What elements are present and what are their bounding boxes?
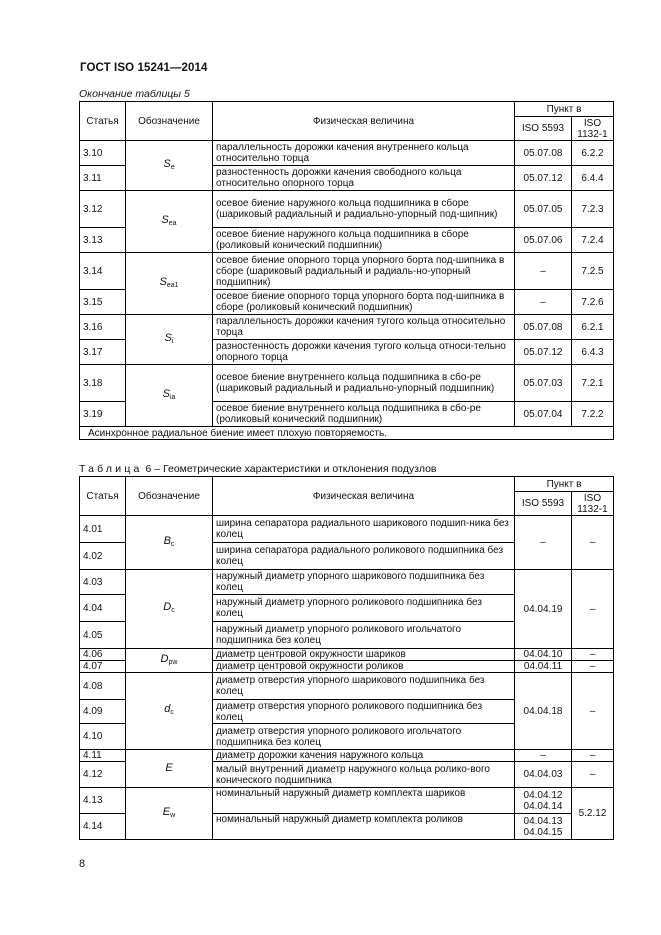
table-6 (79, 476, 614, 840)
symbol-e-w: $E_w$ (162, 805, 176, 819)
symbol-cell (126, 141, 213, 191)
article-cell: 4.03 (80, 570, 126, 595)
quantity-cell: наружный диаметр упорного шарикового подшипника без колец (213, 570, 515, 595)
iso5593-cell: 05.07.12 (515, 166, 572, 191)
iso5593-cell: 05.07.06 (515, 228, 572, 253)
quantity-cell: параллельность дорожки качения внутреннего кольца относительно торца (213, 141, 515, 166)
symbol-s-i: $S_i$ (164, 331, 174, 345)
iso5593-cell: 05.07.08 (515, 315, 572, 340)
table-row (80, 673, 614, 700)
quantity-cell: диаметр отверстия упорного роликового подшипника без колец (213, 700, 515, 724)
article-cell: 4.08 (80, 673, 126, 700)
table-row (80, 365, 614, 402)
table-row (80, 141, 614, 166)
table-5 (79, 101, 614, 440)
column-header-article: Статья (80, 102, 126, 141)
table-row (80, 253, 614, 290)
quantity-cell: диаметр отверстия упорного роликового игольчатого подшипника без колец (213, 724, 515, 750)
table6-caption: Таблица 6 – Геометрические характеристики и отклонения подузлов (79, 463, 437, 475)
iso1132-cell: 7.2.6 (572, 290, 614, 315)
iso5593-cell: – (515, 290, 572, 315)
iso5593-cell: 05.07.03 (515, 365, 572, 402)
iso1132-cell: 7.2.5 (572, 253, 614, 290)
iso5593-cell: 04.04.10 (515, 649, 572, 661)
iso5593-cell: 05.07.12 (515, 340, 572, 365)
symbol-s-ia: $S_{ia}$ (162, 387, 176, 401)
column-header-clause: Пункт в (515, 477, 614, 492)
document-header: ГОСТ ISO 15241—2014 (80, 62, 208, 74)
iso1132-cell: 6.2.1 (572, 315, 614, 340)
iso5593-cell: 04.04.19 (515, 570, 572, 649)
article-cell: 3.12 (80, 191, 126, 228)
column-header-quantity: Физическая величина (213, 102, 515, 141)
quantity-cell: диаметр центровой окружности шариков (213, 649, 515, 661)
iso5593-cell: 04.04.12 04.04.14 (515, 788, 572, 814)
quantity-cell: параллельность дорожки качения тугого кольца относительно торца (213, 315, 515, 340)
article-cell: 3.13 (80, 228, 126, 253)
quantity-cell: осевое биение опорного торца упорного борта под-шипника в сборе (шариковый радиальный и радиаль-но-упорный подшипник) (213, 253, 515, 290)
article-cell: 4.13 (80, 788, 126, 814)
table-row (80, 516, 614, 543)
quantity-cell: ширина сепаратора радиального роликового подшипника без колец (213, 543, 515, 570)
iso1132-cell: – (572, 516, 614, 570)
iso1132-cell: – (572, 762, 614, 788)
article-cell: 4.02 (80, 543, 126, 570)
iso1132-cell: 7.2.3 (572, 191, 614, 228)
article-cell: 3.18 (80, 365, 126, 402)
article-cell: 4.09 (80, 700, 126, 724)
quantity-cell: номинальный наружный диаметр комплекта шариков (213, 788, 515, 814)
symbol-b-c: $B_c$ (163, 534, 175, 548)
article-cell: 3.11 (80, 166, 126, 191)
symbol-cell (126, 253, 213, 315)
article-cell: 3.14 (80, 253, 126, 290)
iso1132-cell: – (572, 673, 614, 750)
iso5593-cell: 04.04.11 (515, 661, 572, 673)
article-cell: 4.05 (80, 622, 126, 649)
column-header-iso1132: ISO 1132-1 (572, 492, 614, 516)
article-cell: 4.10 (80, 724, 126, 750)
quantity-cell: наружный диаметр упорного роликового подшипника без колец (213, 595, 515, 622)
quantity-cell: разностенность дорожки качения тугого кольца относи-тельно опорного торца (213, 340, 515, 365)
article-cell: 3.19 (80, 402, 126, 427)
symbol-cell (126, 649, 213, 673)
table5-continuation-caption: Окончание таблицы 5 (79, 88, 190, 100)
article-cell: 4.01 (80, 516, 126, 543)
symbol-d-c-lower: $d_c$ (164, 703, 174, 716)
column-header-designation: Обозначение (126, 477, 213, 516)
symbol-cell (126, 750, 213, 788)
iso1132-cell: – (572, 661, 614, 673)
quantity-cell: осевое биение внутреннего кольца подшипника в сбо-ре (роликовый конический подшипник) (213, 402, 515, 427)
iso5593-cell: 05.07.04 (515, 402, 572, 427)
quantity-cell: наружный диаметр упорного роликового игольчатого подшипника без колец (213, 622, 515, 649)
table-row (80, 750, 614, 762)
symbol-cell (126, 315, 213, 365)
iso1132-cell: 7.2.4 (572, 228, 614, 253)
table-row (80, 570, 614, 595)
symbol-d-c-upper: $D_c$ (163, 601, 175, 614)
symbol-s-e: $S_e$ (163, 157, 175, 171)
article-cell: 3.16 (80, 315, 126, 340)
iso1132-cell: 6.4.3 (572, 340, 614, 365)
symbol-cell (126, 516, 213, 570)
quantity-cell: номинальный наружный диаметр комплекта роликов (213, 814, 515, 840)
iso1132-cell: – (572, 649, 614, 661)
column-header-iso1132: ISO 1132-1 (572, 117, 614, 141)
column-header-designation: Обозначение (126, 102, 213, 141)
symbol-cell (126, 673, 213, 750)
column-header-iso5593: ISO 5593 (515, 117, 572, 141)
quantity-cell: осевое биение наружного кольца подшипника в сборе (роликовый конический подшипник) (213, 228, 515, 253)
iso1132-cell: – (572, 570, 614, 649)
table-row (80, 315, 614, 340)
iso1132-cell: 6.4.4 (572, 166, 614, 191)
page-number: 8 (79, 858, 86, 870)
iso5593-cell: 04.04.13 04.04.15 (515, 814, 572, 840)
table-row (80, 788, 614, 814)
column-header-article: Статья (80, 477, 126, 516)
quantity-cell: осевое биение опорного торца упорного борта под-шипника в сборе (роликовый конический подшипник) (213, 290, 515, 315)
article-cell: 4.14 (80, 814, 126, 840)
symbol-cell (126, 788, 213, 840)
table-row (80, 191, 614, 228)
iso5593-cell: – (515, 750, 572, 762)
table5-footnote: Асинхронное радиальное биение имеет плохую повторяемость. (80, 427, 614, 440)
column-header-iso5593: ISO 5593 (515, 492, 572, 516)
article-cell: 4.07 (80, 661, 126, 673)
quantity-cell: малый внутренний диаметр наружного кольца ролико-вого конического подшипника (213, 762, 515, 788)
quantity-cell: диаметр дорожки качения наружного кольца (213, 750, 515, 762)
quantity-cell: осевое биение внутреннего кольца подшипника в сбо-ре (шариковый радиальный и радиально-упорный подшипник) (213, 365, 515, 402)
column-header-quantity: Физическая величина (213, 477, 515, 516)
iso1132-cell: 6.2.2 (572, 141, 614, 166)
symbol-cell (126, 570, 213, 649)
iso5593-cell: 05.07.08 (515, 141, 572, 166)
iso5593-cell: 04.04.18 (515, 673, 572, 750)
article-cell: 4.06 (80, 649, 126, 661)
table-row (80, 649, 614, 661)
quantity-cell: осевое биение наружного кольца подшипника в сборе (шариковый радиальный и радиально-упорный под-шипник) (213, 191, 515, 228)
symbol-s-ea1: $S_{ea1}$ (159, 275, 179, 289)
article-cell: 3.15 (80, 290, 126, 315)
iso1132-cell: 7.2.2 (572, 402, 614, 427)
iso5593-cell: – (515, 253, 572, 290)
iso5593-cell: 04.04.03 (515, 762, 572, 788)
column-header-clause: Пункт в (515, 102, 614, 117)
iso5593-cell: – (515, 516, 572, 570)
iso1132-cell: – (572, 750, 614, 762)
article-cell: 3.10 (80, 141, 126, 166)
symbol-cell (126, 191, 213, 253)
quantity-cell: диаметр центровой окружности роликов (213, 661, 515, 673)
symbol-cell (126, 365, 213, 427)
article-cell: 4.04 (80, 595, 126, 622)
iso1132-cell: 7.2.1 (572, 365, 614, 402)
quantity-cell: разностенность дорожки качения свободного кольца относительно опорного торца (213, 166, 515, 191)
symbol-d-pw: $D_{pw}$ (160, 652, 178, 666)
article-cell: 4.11 (80, 750, 126, 762)
article-cell: 4.12 (80, 762, 126, 788)
quantity-cell: диаметр отверстия упорного шарикового подшипника без колец (213, 673, 515, 700)
iso1132-cell: 5.2.12 (572, 788, 614, 840)
symbol-e: E (165, 762, 173, 774)
iso5593-cell: 05.07.05 (515, 191, 572, 228)
symbol-s-ea: $S_{ea}$ (161, 213, 177, 227)
quantity-cell: ширина сепаратора радиального шарикового подшип-ника без колец (213, 516, 515, 543)
article-cell: 3.17 (80, 340, 126, 365)
